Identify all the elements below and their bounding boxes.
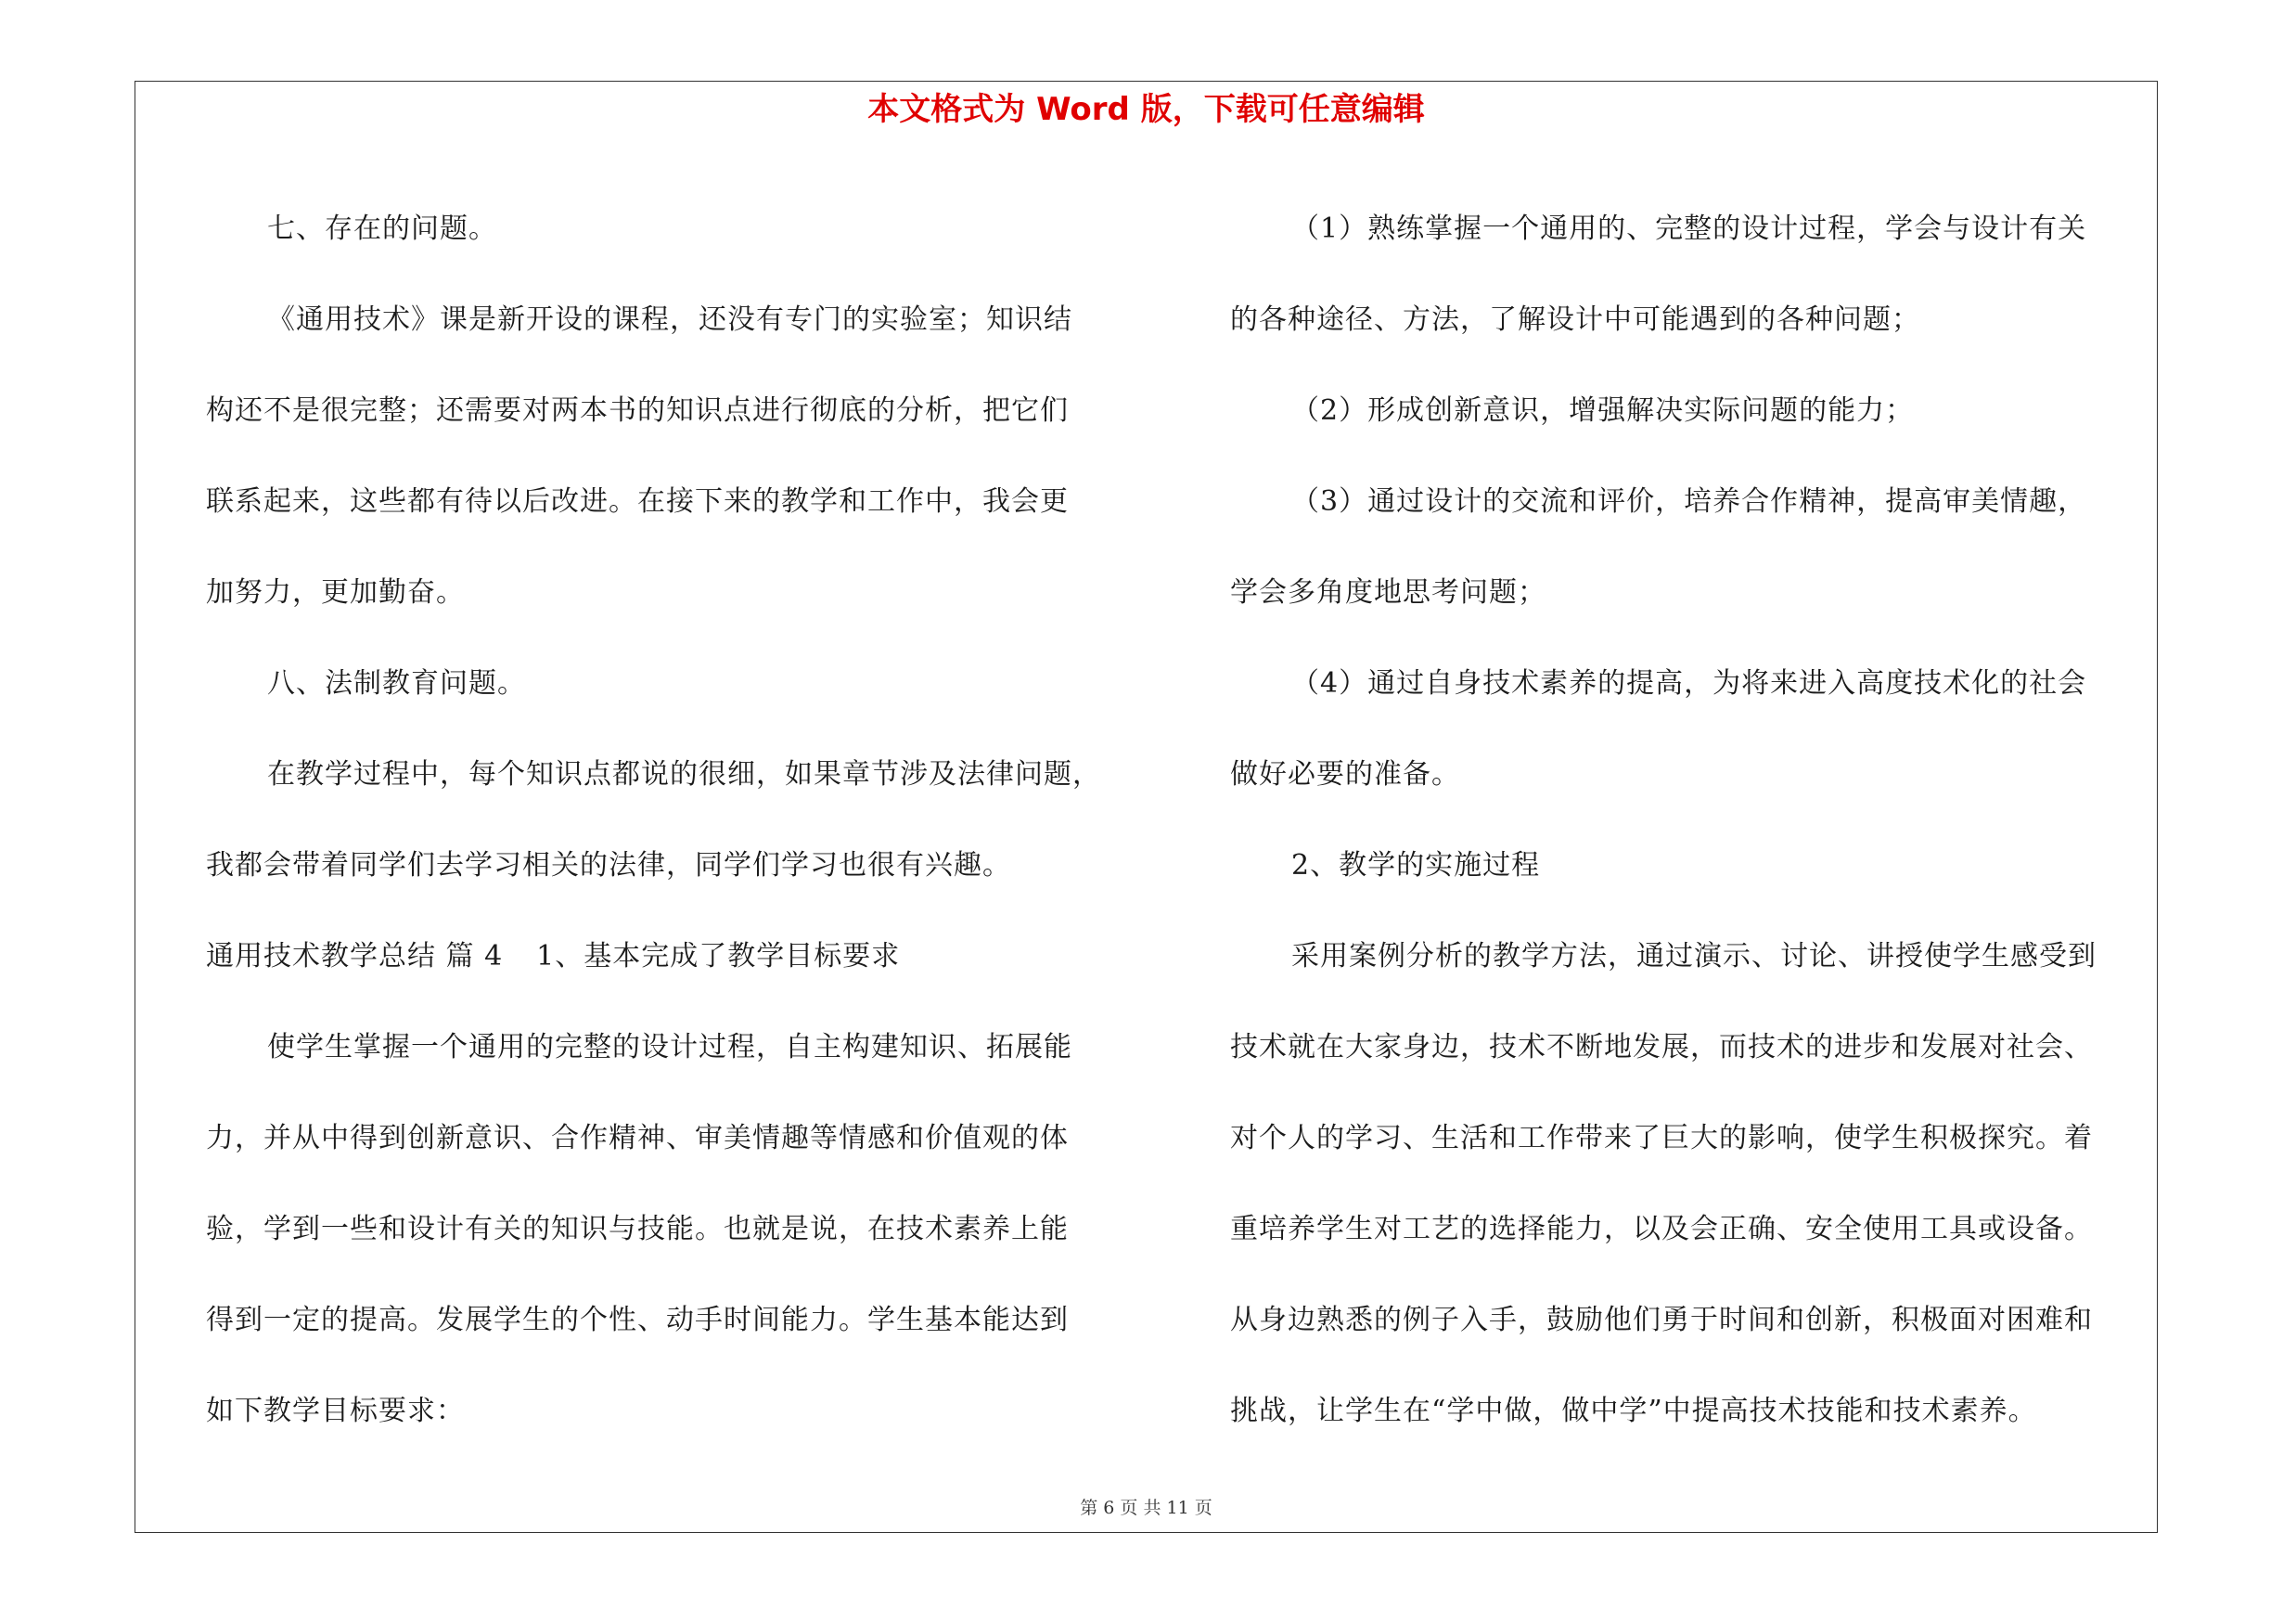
paragraph-line: 验，学到一些和设计有关的知识与技能。也就是说，在技术素养上能 <box>206 1213 1069 1245</box>
paragraph-line: 挑战，让学生在“学中做，做中学”中提高技术技能和技术素养。 <box>1230 1395 2037 1427</box>
paragraph-line: 从身边熟悉的例子入手，鼓励他们勇于时间和创新，积极面对困难和 <box>1230 1304 2093 1336</box>
paragraph-line: 七、存在的问题。 <box>267 213 497 245</box>
section-item: 1、基本完成了教学目标要求 <box>536 940 901 973</box>
left-column <box>206 184 1126 1457</box>
paragraph-line: 做好必要的准备。 <box>1230 758 1460 791</box>
paragraph-line: 《通用技术》课是新开设的课程，还没有专门的实验室；知识结 <box>267 303 1072 336</box>
section-title: 通用技术教学总结 <box>206 940 436 973</box>
paragraph-line: （2）形成创新意识，增强解决实际问题的能力； <box>1291 394 1915 427</box>
section-heading <box>206 911 1126 1002</box>
paragraph-line: 采用案例分析的教学方法，通过演示、讨论、讲授使学生感受到 <box>1291 940 2097 973</box>
paragraph-line: 对个人的学习、生活和工作带来了巨大的影响，使学生积极探究。着 <box>1230 1122 2093 1154</box>
paragraph-line: 得到一定的提高。发展学生的个性、动手时间能力。学生基本能达到 <box>206 1304 1069 1336</box>
paragraph-line: （3）通过设计的交流和评价，培养合作精神，提高审美情趣， <box>1291 485 2087 518</box>
page-number-footer: 第 6 页 共 11 页 <box>1080 1498 1212 1518</box>
paragraph-line: 联系起来，这些都有待以后改进。在接下来的教学和工作中，我会更 <box>206 485 1069 518</box>
paragraph-line: 学会多角度地思考问题； <box>1230 576 1546 609</box>
paragraph-line: （4）通过自身技术素养的提高，为将来进入高度技术化的社会 <box>1291 667 2087 700</box>
paragraph-line: 八、法制教育问题。 <box>267 667 526 700</box>
paragraph-line: 技术就在大家身边，技术不断地发展，而技术的进步和发展对社会、 <box>1230 1031 2093 1063</box>
paragraph-line: 力，并从中得到创新意识、合作精神、审美情趣等情感和价值观的体 <box>206 1122 1069 1154</box>
paragraph-line: 的各种途径、方法，了解设计中可能遇到的各种问题； <box>1230 303 1920 336</box>
paragraph-line: 构还不是很完整；还需要对两本书的知识点进行彻底的分析，把它们 <box>206 394 1069 427</box>
paragraph-line: 加努力，更加勤奋。 <box>206 576 465 609</box>
section-part: 篇 4 <box>445 940 504 973</box>
paragraph-line: 如下教学目标要求： <box>206 1395 465 1427</box>
paragraph-line: （1）熟练掌握一个通用的、完整的设计过程，学会与设计有关 <box>1291 213 2087 245</box>
paragraph-line: 2、教学的实施过程 <box>1291 849 1541 882</box>
word-format-banner: 本文格式为 Word 版，下载可任意编辑 <box>867 91 1425 128</box>
paragraph-line: 重培养学生对工艺的选择能力，以及会正确、安全使用工具或设备。 <box>1230 1213 2093 1245</box>
paragraph-line: 使学生掌握一个通用的完整的设计过程，自主构建知识、拓展能 <box>267 1031 1072 1063</box>
paragraph-line: 在教学过程中，每个知识点都说的很细，如果章节涉及法律问题， <box>267 758 1101 791</box>
right-column <box>1230 184 2150 1457</box>
paragraph-line: 我都会带着同学们去学习相关的法律，同学们学习也很有兴趣。 <box>206 849 1011 882</box>
